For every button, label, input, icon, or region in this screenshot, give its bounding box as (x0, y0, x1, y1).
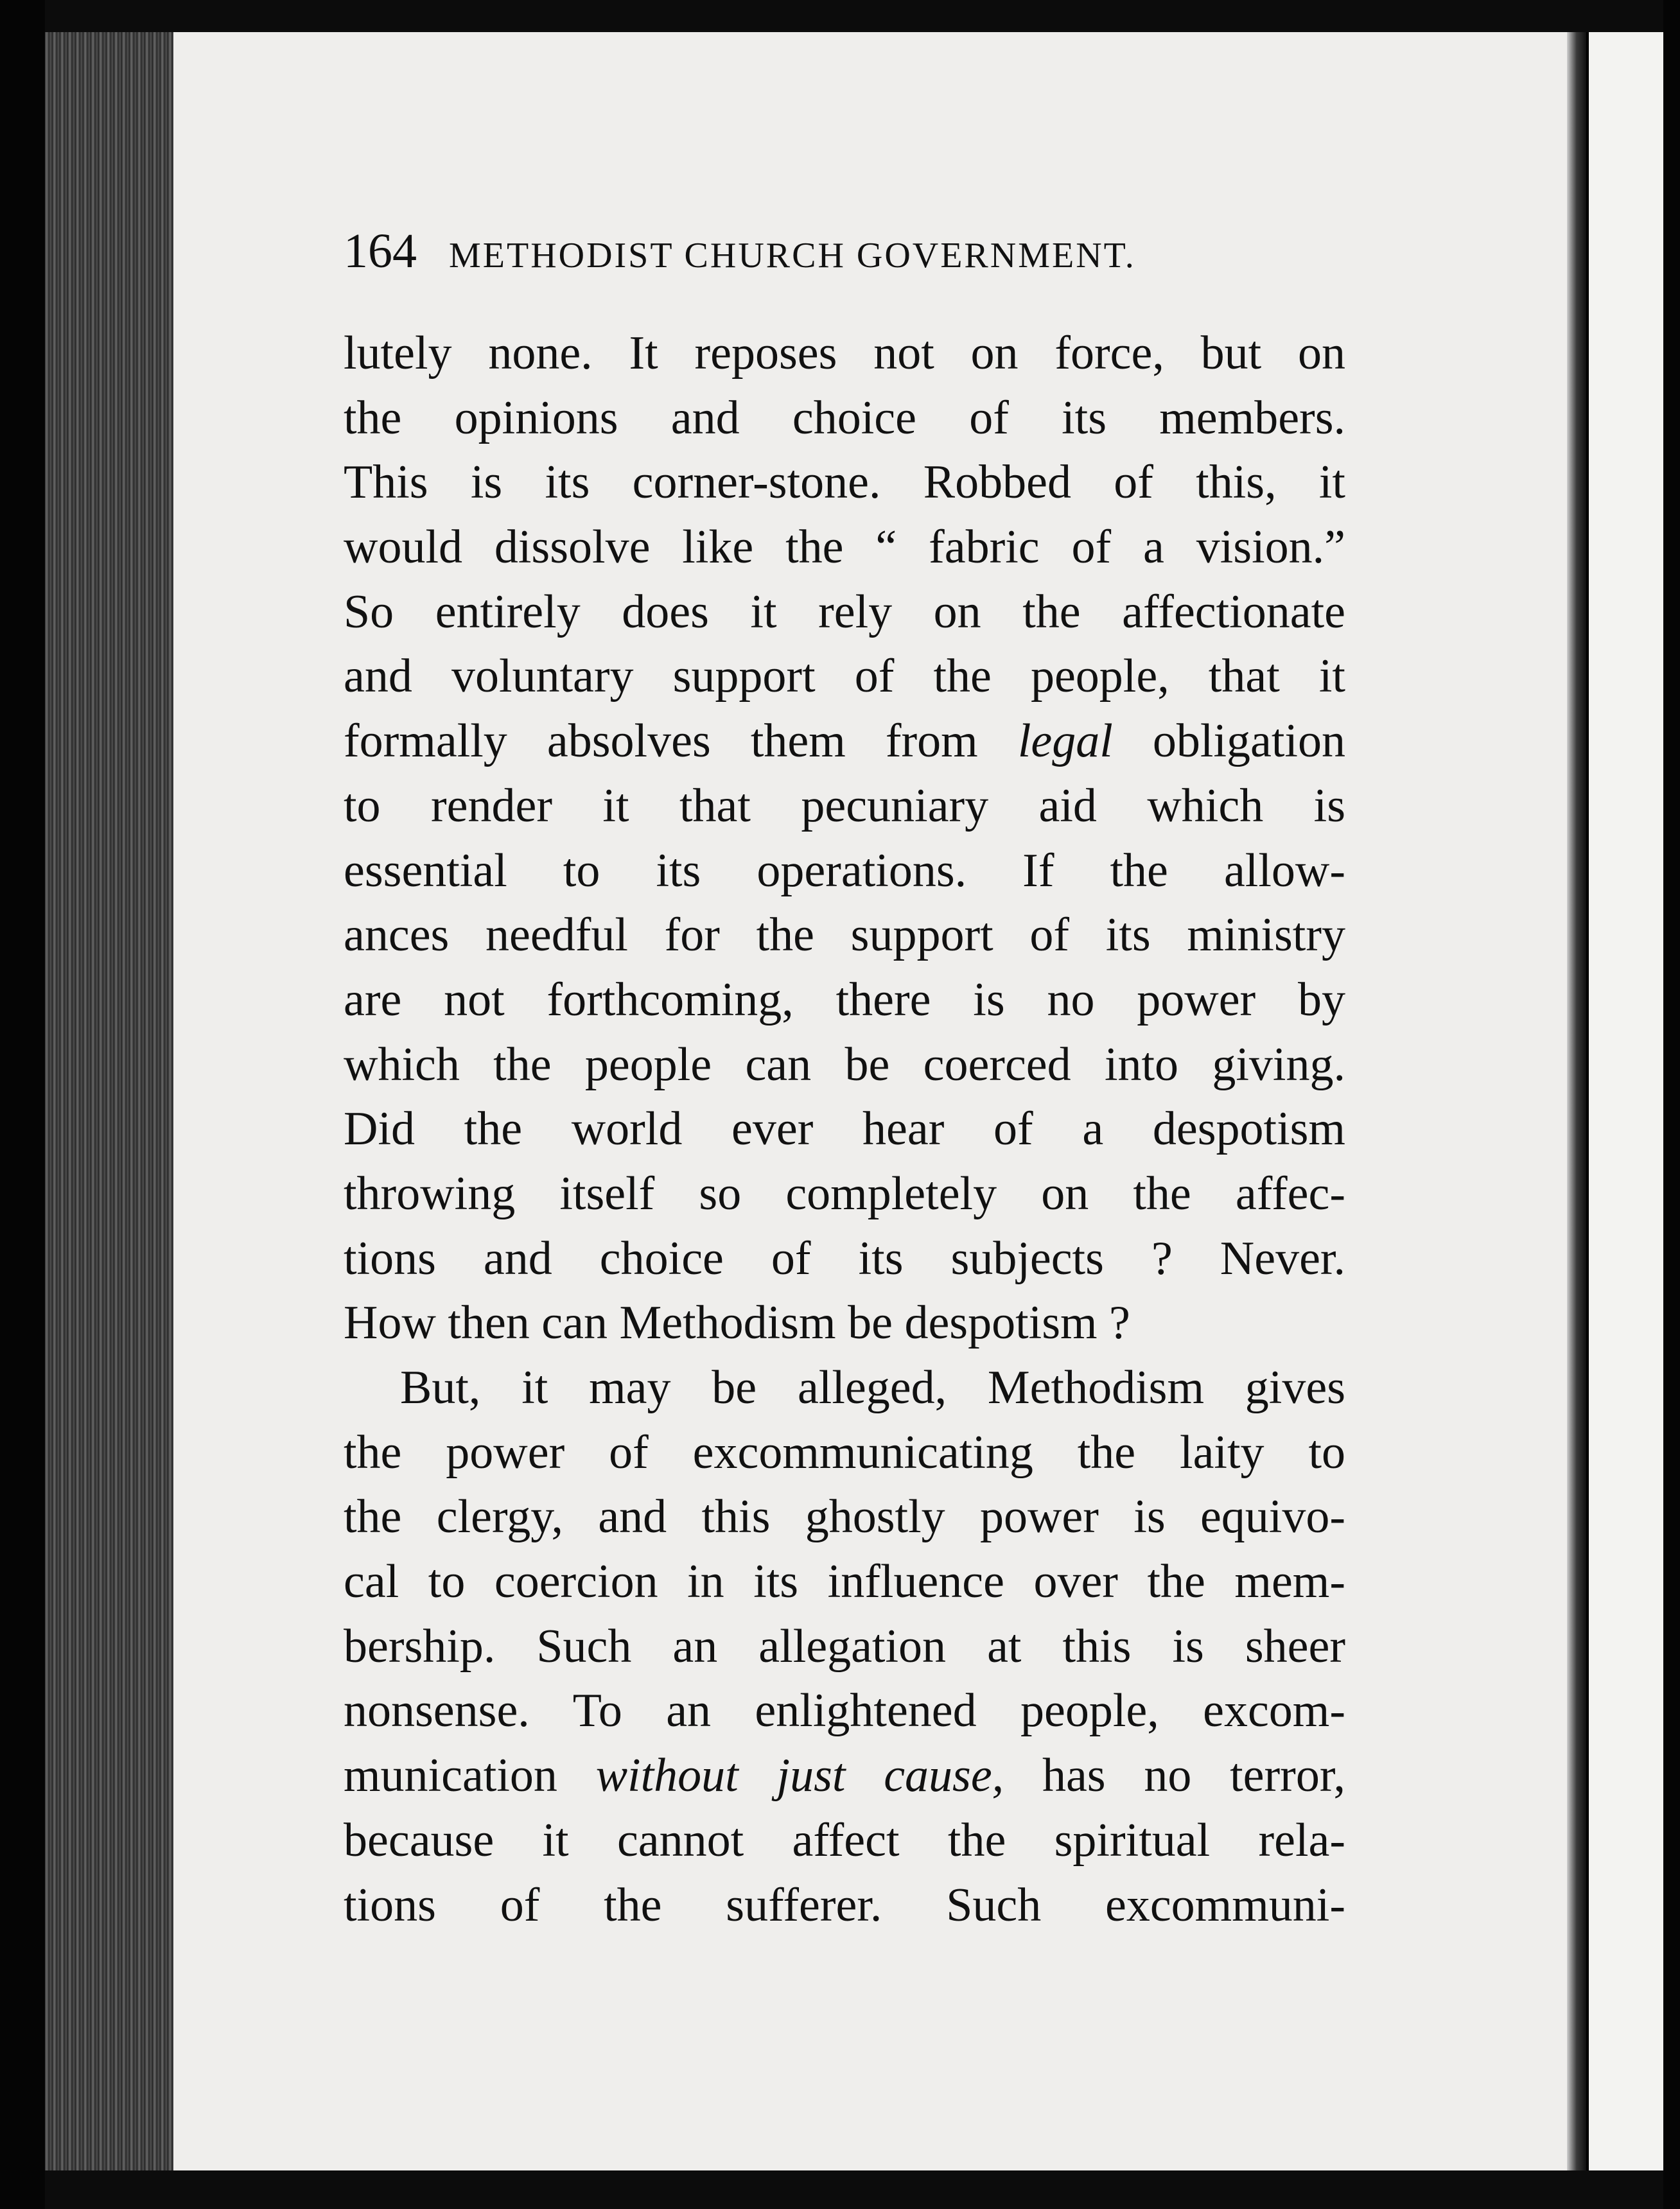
book-page-edges (45, 32, 173, 2170)
text-line: essential to its operations. If the allow- (344, 844, 1345, 897)
text-run: obligation (1112, 715, 1345, 768)
text-line (344, 1743, 1345, 1808)
text-line: the opinions and choice of its members. (344, 391, 1345, 444)
text-run: has no terror, (1004, 1749, 1345, 1803)
body-text (344, 321, 1345, 1937)
text-line: are not forthcoming, there is no power by (344, 973, 1345, 1026)
text-line: and voluntary support of the people, that it (344, 650, 1345, 703)
italic-text-run: without just cause, (595, 1749, 1004, 1803)
text-line (344, 709, 1345, 774)
text-line: which the people can be coerced into giving. (344, 1038, 1345, 1091)
paragraph-first-line: But, it may be alleged, Methodism gives (400, 1361, 1345, 1414)
text-line: the clergy, and this ghostly power is equivo- (344, 1490, 1345, 1544)
text-line: because it cannot affect the spiritual rela- (344, 1813, 1345, 1867)
text-run: formally absolves them from (344, 715, 1018, 768)
text-line: cal to coercion in its influence over the mem- (344, 1555, 1345, 1609)
text-line: lutely none. It reposes not on force, but on (344, 327, 1345, 380)
text-line: would dissolve like the “ fabric of a vision.” (344, 521, 1345, 574)
text-run: munication (344, 1749, 596, 1803)
text-line: This is its corner-stone. Robbed of this, it (344, 456, 1345, 509)
text-line: ances needful for the support of its ministry (344, 909, 1345, 962)
text-line: So entirely does it rely on the affectionate (344, 585, 1345, 638)
text-line: throwing itself so completely on the affec- (344, 1167, 1345, 1220)
text-line: nonsense. To an enlightened people, excom- (344, 1684, 1345, 1738)
text-line: to render it that pecuniary aid which is (344, 779, 1345, 832)
facing-page-edge (1586, 32, 1666, 2170)
book-gutter (1567, 32, 1586, 2170)
page-number: 164 (344, 224, 417, 278)
text-line: tions and choice of its subjects ? Never. (344, 1232, 1345, 1285)
scan-border-right (1663, 0, 1680, 2209)
paragraph-last-line: How then can Methodism be despotism ? (344, 1297, 1130, 1350)
text-line: the power of excommunicating the laity to (344, 1426, 1345, 1479)
italic-text-run: legal (1017, 715, 1113, 768)
scan-border-left (0, 0, 45, 2209)
text-line: bership. Such an allegation at this is sheer (344, 1620, 1345, 1673)
page-header (344, 223, 1345, 279)
text-line: Did the world ever hear of a despotism (344, 1103, 1345, 1156)
running-title: METHODIST CHURCH GOVERNMENT. (449, 236, 1136, 275)
text-line: tions of the sufferer. Such excommuni- (344, 1878, 1345, 1932)
